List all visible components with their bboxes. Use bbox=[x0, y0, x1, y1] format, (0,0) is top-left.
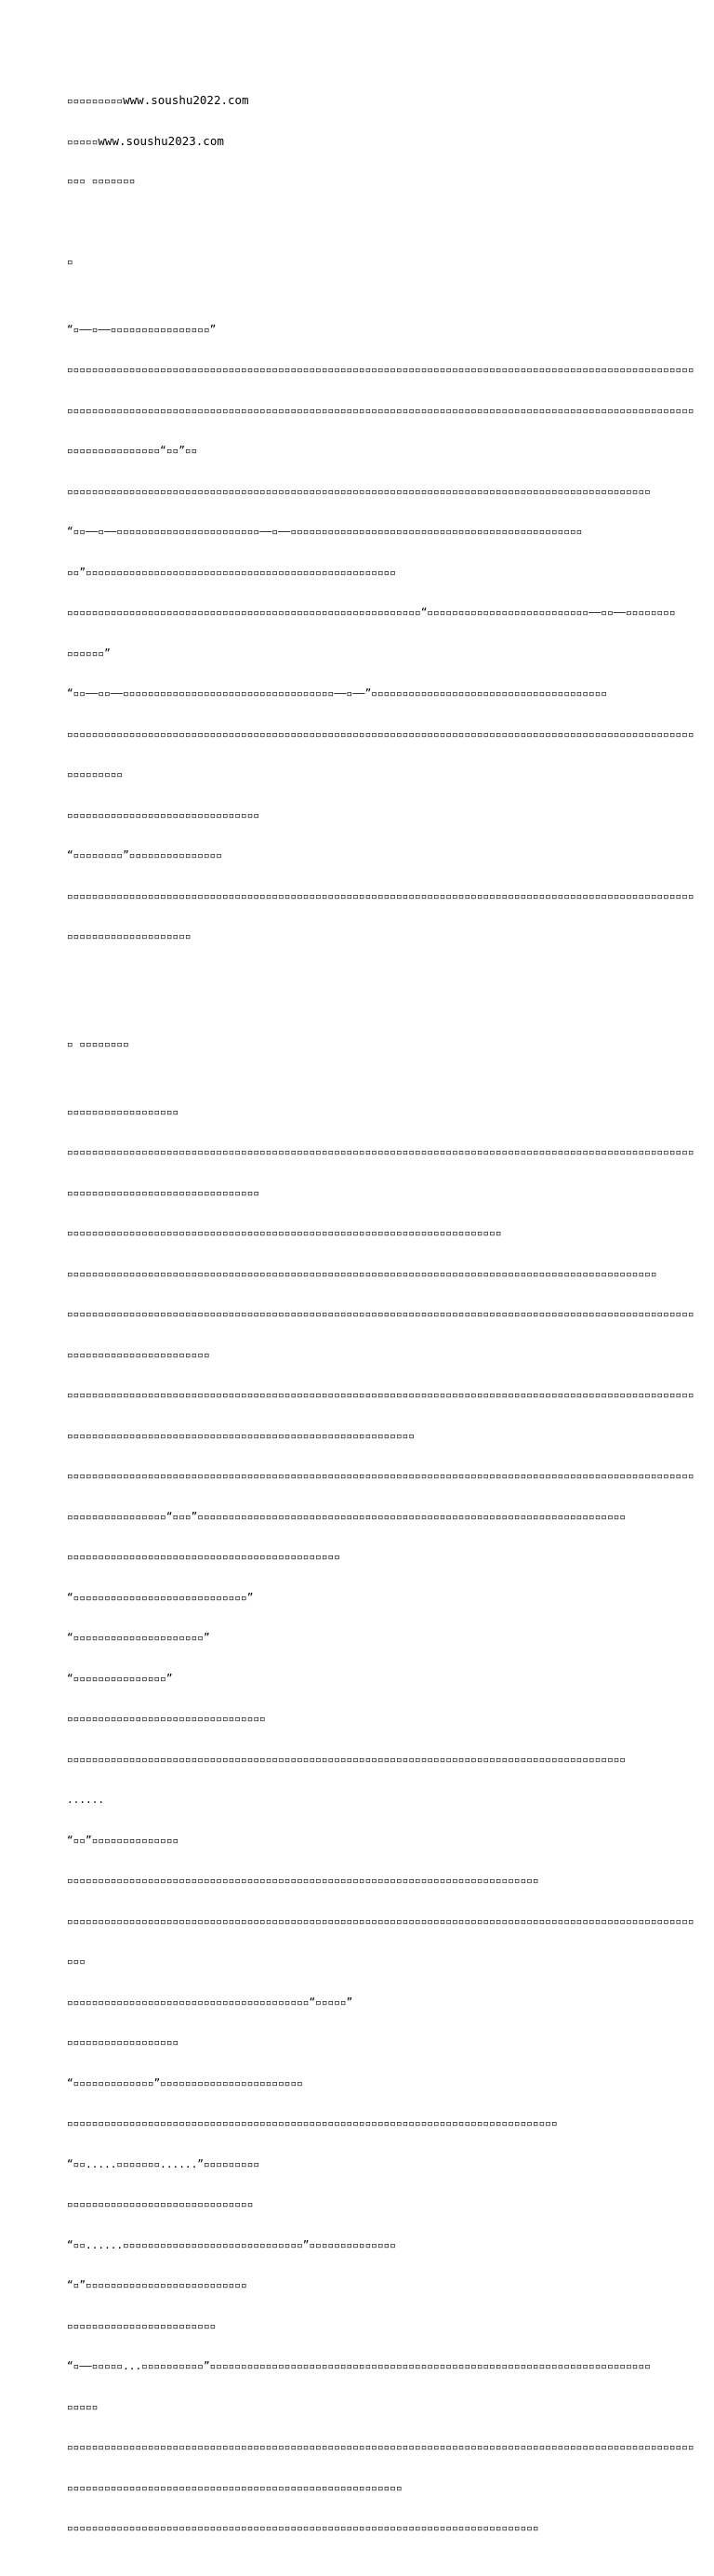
header-line-1 bbox=[67, 94, 647, 108]
text-line: ...... bbox=[67, 1794, 105, 1806]
blank-line bbox=[67, 998, 647, 1012]
text-line: ▫▫▫ bbox=[67, 1955, 86, 1968]
text-line: “▫▫▫▫▫▫▫▫”▫▫▫▫▫▫▫▫▫▫▫▫▫▫▫ bbox=[67, 849, 222, 861]
header-url-1: www.soushu2022.com bbox=[123, 93, 249, 107]
text-line: ▫▫▫▫▫▫” bbox=[67, 647, 111, 660]
blank-line bbox=[67, 216, 647, 230]
text-line: “▫”▫▫▫▫▫▫▫▫▫▫▫▫▫▫▫▫▫▫▫▫▫▫▫▫▫▫ bbox=[67, 2279, 247, 2291]
text-line: ▫▫▫▫▫▫▫▫▫▫▫▫▫▫▫▫▫▫▫▫▫▫▫▫▫▫▫▫▫▫▫▫▫▫▫▫▫▫▫▫▫▫▫▫▫▫▫▫▫▫▫▫▫▫▫▫▫▫▫▫▫▫▫▫▫▫▫▫▫▫▫▫▫▫▫▫▫▫▫▫▫▫▫▫▫▫▫▫▫▫▫▫▫▫▫▫▫▫▫▫▫ bbox=[67, 1308, 694, 1320]
text-line: “▫▫▫▫▫▫▫▫▫▫▫▫▫▫▫▫▫▫▫▫▫▫▫▫▫▫▫▫” bbox=[67, 1591, 254, 1604]
text-line: ▫▫▫▫▫▫▫▫▫▫▫▫▫▫▫▫▫▫▫▫▫▫▫▫▫▫▫▫▫▫▫▫▫▫▫▫▫▫▫▫▫▫▫▫▫▫▫▫▫▫▫▫▫▫▫▫▫▫▫▫▫▫▫▫▫▫▫▫▫▫▫▫▫▫▫▫▫▫▫▫▫▫▫▫▫▫▫▫▫▫▫▫▫▫▫▫▫▫▫▫▫ bbox=[67, 404, 694, 417]
text-line: ▫▫▫▫▫▫▫▫▫▫▫▫▫▫▫▫▫▫▫▫▫▫▫▫▫▫▫▫▫▫▫▫▫▫▫▫▫▫▫“▫▫▫▫▫” bbox=[67, 1995, 353, 2009]
text-line: “▫▫——▫——▫▫▫▫▫▫▫▫▫▫▫▫▫▫▫▫▫▫▫▫▫▫▫——▫——▫▫▫▫▫▫▫▫▫▫▫▫▫▫▫▫▫▫▫▫▫▫▫▫▫▫▫▫▫▫▫▫▫▫▫▫▫▫▫▫▫▫▫▫▫▫▫ bbox=[67, 526, 583, 538]
header-line-3: ▫▫▫ ▫▫▫▫▫▫▫ bbox=[67, 175, 136, 187]
text-line: ▫▫▫▫▫▫▫▫▫▫▫▫▫▫▫▫▫▫▫▫▫▫▫▫▫▫▫▫▫▫▫▫ bbox=[67, 1713, 266, 1725]
text-line: ▫▫”▫▫▫▫▫▫▫▫▫▫▫▫▫▫▫▫▫▫▫▫▫▫▫▫▫▫▫▫▫▫▫▫▫▫▫▫▫▫▫▫▫▫▫▫▫▫▫▫▫▫ bbox=[67, 566, 396, 579]
section-2-heading: ▫ ▫▫▫▫▫▫▫▫ bbox=[67, 1038, 129, 1050]
text-line: ▫▫▫▫▫▫▫▫▫▫▫▫▫▫▫▫▫▫▫▫▫▫▫▫▫▫▫▫▫▫▫▫▫▫▫▫▫▫▫▫▫▫▫▫▫▫▫▫▫▫▫▫▫▫▫▫▫▫▫▫▫▫▫▫▫▫▫▫▫▫▫▫▫▫▫▫▫▫▫▫▫▫▫▫▫▫▫▫▫▫▫▫▫▫▫ bbox=[67, 1267, 657, 1280]
text-line: “▫▫▫▫▫▫▫▫▫▫▫▫▫”▫▫▫▫▫▫▫▫▫▫▫▫▫▫▫▫▫▫▫▫▫▫▫ bbox=[67, 2076, 303, 2089]
text-line: “▫——▫——▫▫▫▫▫▫▫▫▫▫▫▫▫▫▫▫” bbox=[67, 323, 217, 336]
text-line: ▫▫▫▫▫▫▫▫▫▫▫▫▫▫▫▫▫▫▫▫▫▫▫▫▫▫▫▫▫▫▫▫▫▫▫▫▫▫▫▫▫▫▫▫ bbox=[67, 1551, 340, 1563]
text-line: ▫▫▫▫▫▫▫▫▫▫▫▫▫▫▫▫▫▫▫▫▫▫▫▫▫▫▫▫▫▫▫▫▫▫▫▫▫▫▫▫▫▫▫▫▫▫▫▫▫▫▫▫▫▫▫▫▫▫▫▫▫▫▫▫▫▫▫▫▫▫▫▫▫▫▫▫▫▫▫▫▫▫▫▫▫▫▫▫▫▫▫▫▫▫▫▫▫▫▫▫▫ bbox=[67, 889, 694, 902]
text-line: “▫▫.....▫▫▫▫▫▫▫......”▫▫▫▫▫▫▫▫▫ bbox=[67, 2157, 260, 2170]
text-line: ▫▫▫▫▫▫▫▫▫▫▫▫▫▫▫▫▫▫▫▫▫▫▫▫▫▫▫▫▫▫▫▫▫▫▫▫▫▫▫▫▫▫▫▫▫▫▫▫▫▫▫▫▫▫▫▫▫▫▫▫▫▫▫▫▫▫▫▫▫▫▫▫▫▫▫▫ bbox=[67, 1875, 539, 1887]
text-line: ▫▫▫▫▫▫▫▫▫▫▫▫▫▫▫▫▫▫▫▫▫▫▫▫▫▫▫▫▫▫▫▫▫▫▫▫▫▫▫▫▫▫▫▫▫▫▫▫▫▫▫▫▫▫▫▫▫▫▫▫▫▫▫▫▫▫▫▫▫▫▫▫▫▫▫▫▫▫▫▫▫▫▫▫▫▫▫▫▫▫▫▫▫▫▫▫▫▫▫▫▫ bbox=[67, 364, 694, 376]
text-line: ▫▫▫▫▫▫▫▫▫▫▫▫▫▫▫▫▫▫▫▫▫▫▫▫▫▫▫▫▫▫▫▫▫▫▫▫▫▫▫▫▫▫▫▫▫▫▫▫▫▫▫▫▫▫▫▫▫▫▫▫▫▫▫▫▫▫▫▫▫▫▫▫▫▫▫▫▫▫▫▫▫▫▫▫▫▫▫▫▫▫▫▫▫▫▫▫▫▫▫▫▫ bbox=[67, 1389, 694, 1401]
text-line: ▫▫▫▫▫▫▫▫▫▫▫▫▫▫▫▫▫▫▫▫▫▫▫▫▫▫▫▫▫▫▫▫▫▫▫▫▫▫▫▫▫▫▫▫▫▫▫▫▫▫▫▫▫▫▫▫▫▫▫▫▫▫▫▫▫▫▫▫▫▫▫▫▫▫▫▫▫▫▫▫▫▫▫▫▫▫▫▫▫▫▫▫▫▫▫▫▫▫▫▫▫ bbox=[67, 2441, 694, 2453]
header-line-1-prefix: ▫▫▫▫▫▫▫▫▫ bbox=[67, 95, 124, 107]
text-line: ▫▫▫▫▫▫▫▫▫▫▫▫▫▫▫▫▫▫▫▫▫▫▫▫▫▫▫▫▫▫▫ bbox=[67, 1186, 260, 1199]
text-line: “▫▫......▫▫▫▫▫▫▫▫▫▫▫▫▫▫▫▫▫▫▫▫▫▫▫▫▫▫▫▫▫”▫▫▫▫▫▫▫▫▫▫▫▫▫▫ bbox=[67, 2238, 396, 2251]
document-page bbox=[67, 67, 694, 2576]
header-url-2: www.soushu2023.com bbox=[98, 133, 224, 148]
text-line: ▫▫▫▫▫▫▫▫▫▫▫▫▫▫▫▫▫▫▫▫▫▫▫▫▫▫▫▫▫▫▫▫▫▫▫▫▫▫▫▫▫▫▫▫▫▫▫▫▫▫▫▫▫▫▫▫ bbox=[67, 1429, 416, 1442]
text-line: ▫▫▫▫▫▫▫▫▫▫▫▫▫▫▫▫▫▫▫▫▫▫▫▫▫▫▫▫▫▫▫▫▫▫▫▫▫▫▫▫▫▫▫▫▫▫▫▫▫▫▫▫▫▫▫▫▫▫▫▫▫▫▫▫▫▫▫▫▫▫▫▫▫▫▫▫▫▫▫▫▫▫▫▫▫▫▫▫▫▫▫▫▫▫ bbox=[67, 485, 651, 498]
text-line: ▫▫▫▫▫▫▫▫▫▫▫▫▫▫▫▫▫▫▫▫▫▫▫▫▫▫▫▫▫▫▫▫▫▫▫▫▫▫▫▫▫▫▫▫▫▫▫▫▫▫▫▫▫▫▫▫▫▫▫▫▫▫▫▫▫▫▫▫▫▫▫▫▫▫▫▫▫▫▫▫▫▫▫▫▫▫▫▫▫▫▫▫▫▫▫▫▫▫▫▫▫ bbox=[67, 1915, 694, 1928]
text-line: ▫▫▫▫▫▫▫▫▫▫▫▫▫▫▫▫▫▫▫▫▫▫▫▫▫▫▫▫▫▫▫▫▫▫▫▫▫▫▫▫▫▫▫▫▫▫▫▫▫▫▫▫▫▫▫▫▫“▫▫▫▫▫▫▫▫▫▫▫▫▫▫▫▫▫▫▫▫▫▫▫▫▫▫——▫▫——▫▫▫▫▫▫▫▫ bbox=[67, 607, 676, 619]
text-line: ▫▫▫▫▫▫▫▫▫▫▫▫▫▫▫“▫▫”▫▫ bbox=[67, 445, 198, 457]
text-line: ▫▫▫▫▫▫▫▫▫▫▫▫▫▫▫▫▫▫▫▫▫▫▫▫▫▫▫▫▫▫▫▫▫▫▫▫▫▫▫▫▫▫▫▫▫▫▫▫▫▫▫▫▫▫▫▫▫▫▫▫▫▫▫▫▫▫▫▫▫▫ bbox=[67, 1227, 502, 1239]
section-1-body bbox=[67, 297, 694, 971]
text-line: ▫▫▫▫▫▫▫▫▫▫▫▫▫▫▫▫▫▫▫▫▫▫▫ bbox=[67, 1348, 210, 1361]
section-1-heading: ▫ bbox=[67, 256, 73, 268]
text-line: “▫▫▫▫▫▫▫▫▫▫▫▫▫▫▫” bbox=[67, 1672, 173, 1685]
text-line: ▫▫▫▫▫▫▫▫▫▫▫▫▫▫▫▫▫▫▫▫ bbox=[67, 930, 192, 942]
text-line: “▫▫▫▫▫▫▫▫▫▫▫▫▫▫▫▫▫▫▫▫▫” bbox=[67, 1632, 210, 1644]
text-line: ▫▫▫▫▫▫▫▫▫▫▫▫▫▫▫▫“▫▫▫”▫▫▫▫▫▫▫▫▫▫▫▫▫▫▫▫▫▫▫▫▫▫▫▫▫▫▫▫▫▫▫▫▫▫▫▫▫▫▫▫▫▫▫▫▫▫▫▫▫▫▫▫▫▫▫▫▫▫▫▫▫▫▫▫▫▫▫▫▫ bbox=[67, 1510, 627, 1523]
text-line: ▫▫▫▫▫▫▫▫▫▫▫▫▫▫▫▫▫▫▫▫▫▫▫▫▫▫▫▫▫▫ bbox=[67, 2198, 254, 2210]
text-line: ▫▫▫▫▫▫▫▫▫▫▫▫▫▫▫▫▫▫▫▫▫▫▫▫▫▫▫▫▫▫▫▫▫▫▫▫▫▫▫▫▫▫▫▫▫▫▫▫▫▫▫▫▫▫▫▫▫▫▫▫▫▫▫▫▫▫▫▫▫▫▫▫▫▫▫▫ bbox=[67, 2522, 539, 2534]
text-line: ▫▫▫▫▫▫▫▫▫▫▫▫▫▫▫▫▫▫ bbox=[67, 2036, 179, 2049]
text-line: ▫▫▫▫▫▫▫▫▫ bbox=[67, 768, 124, 781]
text-line: ▫▫▫▫▫▫▫▫▫▫▫▫▫▫▫▫▫▫▫▫▫▫▫▫▫▫▫▫▫▫▫▫▫▫▫▫▫▫▫▫▫▫▫▫▫▫▫▫▫▫▫▫▫▫▫▫▫▫▫▫▫▫▫▫▫▫▫▫▫▫▫▫▫▫▫▫▫▫▫▫▫▫▫▫▫▫▫▫▫▫▫▫▫▫▫▫▫▫▫▫▫ bbox=[67, 1146, 694, 1158]
header-line-2-prefix: ▫▫▫▫▫ bbox=[67, 135, 99, 148]
text-line: “▫▫”▫▫▫▫▫▫▫▫▫▫▫▫▫▫ bbox=[67, 1834, 179, 1847]
text-line: ▫▫▫▫▫▫▫▫▫▫▫▫▫▫▫▫▫▫▫▫▫▫▫▫▫▫▫▫▫▫▫▫▫▫▫▫▫▫▫▫▫▫▫▫▫▫▫▫▫▫▫▫▫▫▫▫▫▫▫▫▫▫▫▫▫▫▫▫▫▫▫▫▫▫▫▫▫▫▫▫▫▫▫▫▫▫▫▫▫▫▫▫▫▫▫▫▫▫▫▫▫ bbox=[67, 1470, 694, 1482]
text-line: ▫▫▫▫▫▫▫▫▫▫▫▫▫▫▫▫▫▫▫▫▫▫▫▫▫▫▫▫▫▫▫▫▫▫▫▫▫▫▫▫▫▫▫▫▫▫▫▫▫▫▫▫▫▫▫▫▫▫▫▫▫▫▫▫▫▫▫▫▫▫▫▫▫▫▫▫▫▫▫ bbox=[67, 2117, 558, 2129]
text-line: ▫▫▫▫▫▫▫▫▫▫▫▫▫▫▫▫▫▫▫▫▫▫▫▫▫▫▫▫▫▫▫▫▫▫▫▫▫▫▫▫▫▫▫▫▫▫▫▫▫▫▫▫▫▫▫▫▫▫▫▫▫▫▫▫▫▫▫▫▫▫▫▫▫▫▫▫▫▫▫▫▫▫▫▫▫▫▫▫▫▫▫▫▫▫▫▫▫▫▫▫▫ bbox=[67, 727, 694, 741]
text-line: ▫▫▫▫▫▫▫▫▫▫▫▫▫▫▫▫▫▫ bbox=[67, 1105, 179, 1118]
text-line: ▫▫▫▫▫▫▫▫▫▫▫▫▫▫▫▫▫▫▫▫▫▫▫▫▫▫▫▫▫▫▫▫▫▫▫▫▫▫▫▫▫▫▫▫▫▫▫▫▫▫▫▫▫▫ bbox=[67, 2481, 403, 2494]
text-line: ▫▫▫▫▫▫▫▫▫▫▫▫▫▫▫▫▫▫▫▫▫▫▫▫▫▫▫▫▫▫▫▫▫▫▫▫▫▫▫▫▫▫▫▫▫▫▫▫▫▫▫▫▫▫▫▫▫▫▫▫▫▫▫▫▫▫▫▫▫▫▫▫▫▫▫▫▫▫▫▫▫▫▫▫▫▫▫▫▫▫ bbox=[67, 1753, 627, 1766]
section-2-body bbox=[67, 1079, 694, 2563]
text-line: “▫▫——▫▫——▫▫▫▫▫▫▫▫▫▫▫▫▫▫▫▫▫▫▫▫▫▫▫▫▫▫▫▫▫▫▫▫▫▫——▫——”▫▫▫▫▫▫▫▫▫▫▫▫▫▫▫▫▫▫▫▫▫▫▫▫▫▫▫▫▫▫▫▫▫▫▫▫▫▫ bbox=[67, 687, 608, 700]
text-line: ▫▫▫▫▫▫▫▫▫▫▫▫▫▫▫▫▫▫▫▫▫▫▫▫▫▫▫▫▫▫▫ bbox=[67, 808, 260, 821]
text-line: ▫▫▫▫▫▫▫▫▫▫▫▫▫▫▫▫▫▫▫▫▫▫▫▫ bbox=[67, 2319, 217, 2332]
header-line-2 bbox=[67, 135, 647, 149]
text-line: “▫——▫▫▫▫▫...▫▫▫▫▫▫▫▫▫▫”▫▫▫▫▫▫▫▫▫▫▫▫▫▫▫▫▫▫▫▫▫▫▫▫▫▫▫▫▫▫▫▫▫▫▫▫▫▫▫▫▫▫▫▫▫▫▫▫▫▫▫▫▫▫▫▫▫▫▫▫▫▫▫▫▫▫▫▫▫▫▫ bbox=[67, 2360, 651, 2372]
text-line: ▫▫▫▫▫ bbox=[67, 2400, 99, 2413]
